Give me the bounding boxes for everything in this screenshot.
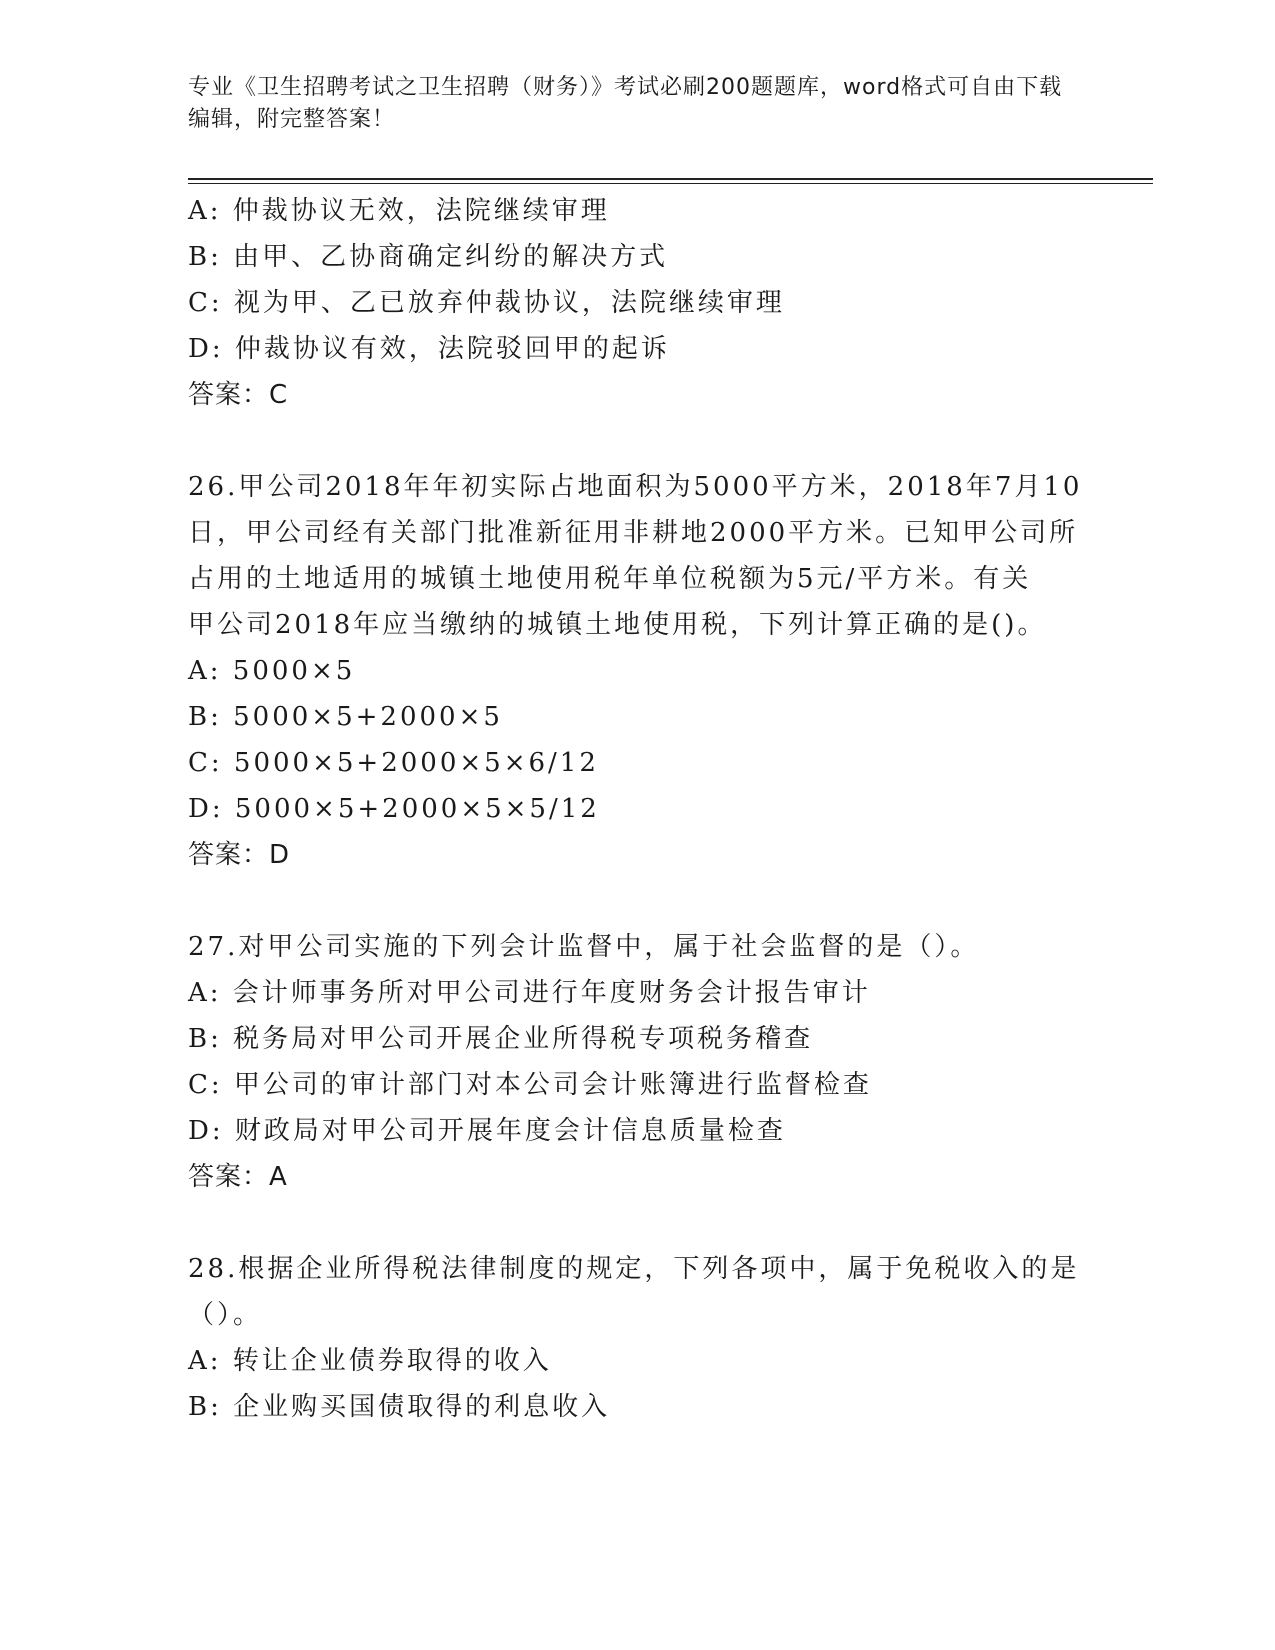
spacer [188, 878, 1088, 924]
spacer [188, 418, 1088, 464]
option-a: A: 仲裁协议无效，法院继续审理 [188, 196, 610, 226]
question-25 [188, 188, 1088, 418]
option-d: D: 5000×5+2000×5×5/12 [188, 794, 600, 824]
option-b: B: 企业购买国债取得的利息收入 [188, 1392, 611, 1422]
question-text-line: 占用的土地适用的城镇土地使用税年单位税额为5元/平方米。有关 [188, 564, 1032, 594]
spacer [188, 1200, 1088, 1246]
page-header: 专业《卫生招聘考试之卫生招聘（财务）》考试必刷200题题库，word格式可自由下载编辑，附完整答案！ [188, 75, 1063, 132]
option-b: B: 由甲、乙协商确定纠纷的解决方式 [188, 242, 669, 272]
header-rule-thick [188, 178, 1153, 180]
answer: 答案：C [188, 380, 289, 410]
option-c: C: 甲公司的审计部门对本公司会计账簿进行监督检查 [188, 1070, 872, 1100]
option-b: B: 5000×5+2000×5 [188, 702, 503, 732]
question-28 [188, 1246, 1088, 1430]
question-26 [188, 464, 1088, 878]
header-rule-thin [188, 183, 1153, 184]
answer: 答案：D [188, 840, 291, 870]
question-text-line: （）。 [188, 1300, 263, 1330]
option-c: C: 视为甲、乙已放弃仲裁协议，法院继续审理 [188, 288, 785, 318]
option-b: B: 税务局对甲公司开展企业所得税专项税务稽查 [188, 1024, 814, 1054]
question-text-line: 26.甲公司2018年年初实际占地面积为5000平方米，2018年7月10 [188, 472, 1083, 502]
option-a: A: 转让企业债券取得的收入 [188, 1346, 552, 1376]
question-text-line: 28.根据企业所得税法律制度的规定，下列各项中，属于免税收入的是 [188, 1254, 1080, 1284]
question-text-line: 甲公司2018年应当缴纳的城镇土地使用税，下列计算正确的是()。 [188, 610, 1047, 640]
question-text-line: 日，甲公司经有关部门批准新征用非耕地2000平方米。已知甲公司所 [188, 518, 1079, 548]
option-d: D: 财政局对甲公司开展年度会计信息质量检查 [188, 1116, 786, 1146]
answer: 答案：A [188, 1162, 288, 1192]
question-27 [188, 924, 1088, 1200]
option-a: A: 5000×5 [188, 656, 356, 686]
question-text-line: 27.对甲公司实施的下列会计监督中，属于社会监督的是（）。 [188, 932, 980, 962]
question-content [188, 188, 1088, 1430]
option-a: A: 会计师事务所对甲公司进行年度财务会计报告审计 [188, 978, 871, 1008]
option-d: D: 仲裁协议有效，法院驳回甲的起诉 [188, 334, 670, 364]
option-c: C: 5000×5+2000×5×6/12 [188, 748, 599, 778]
